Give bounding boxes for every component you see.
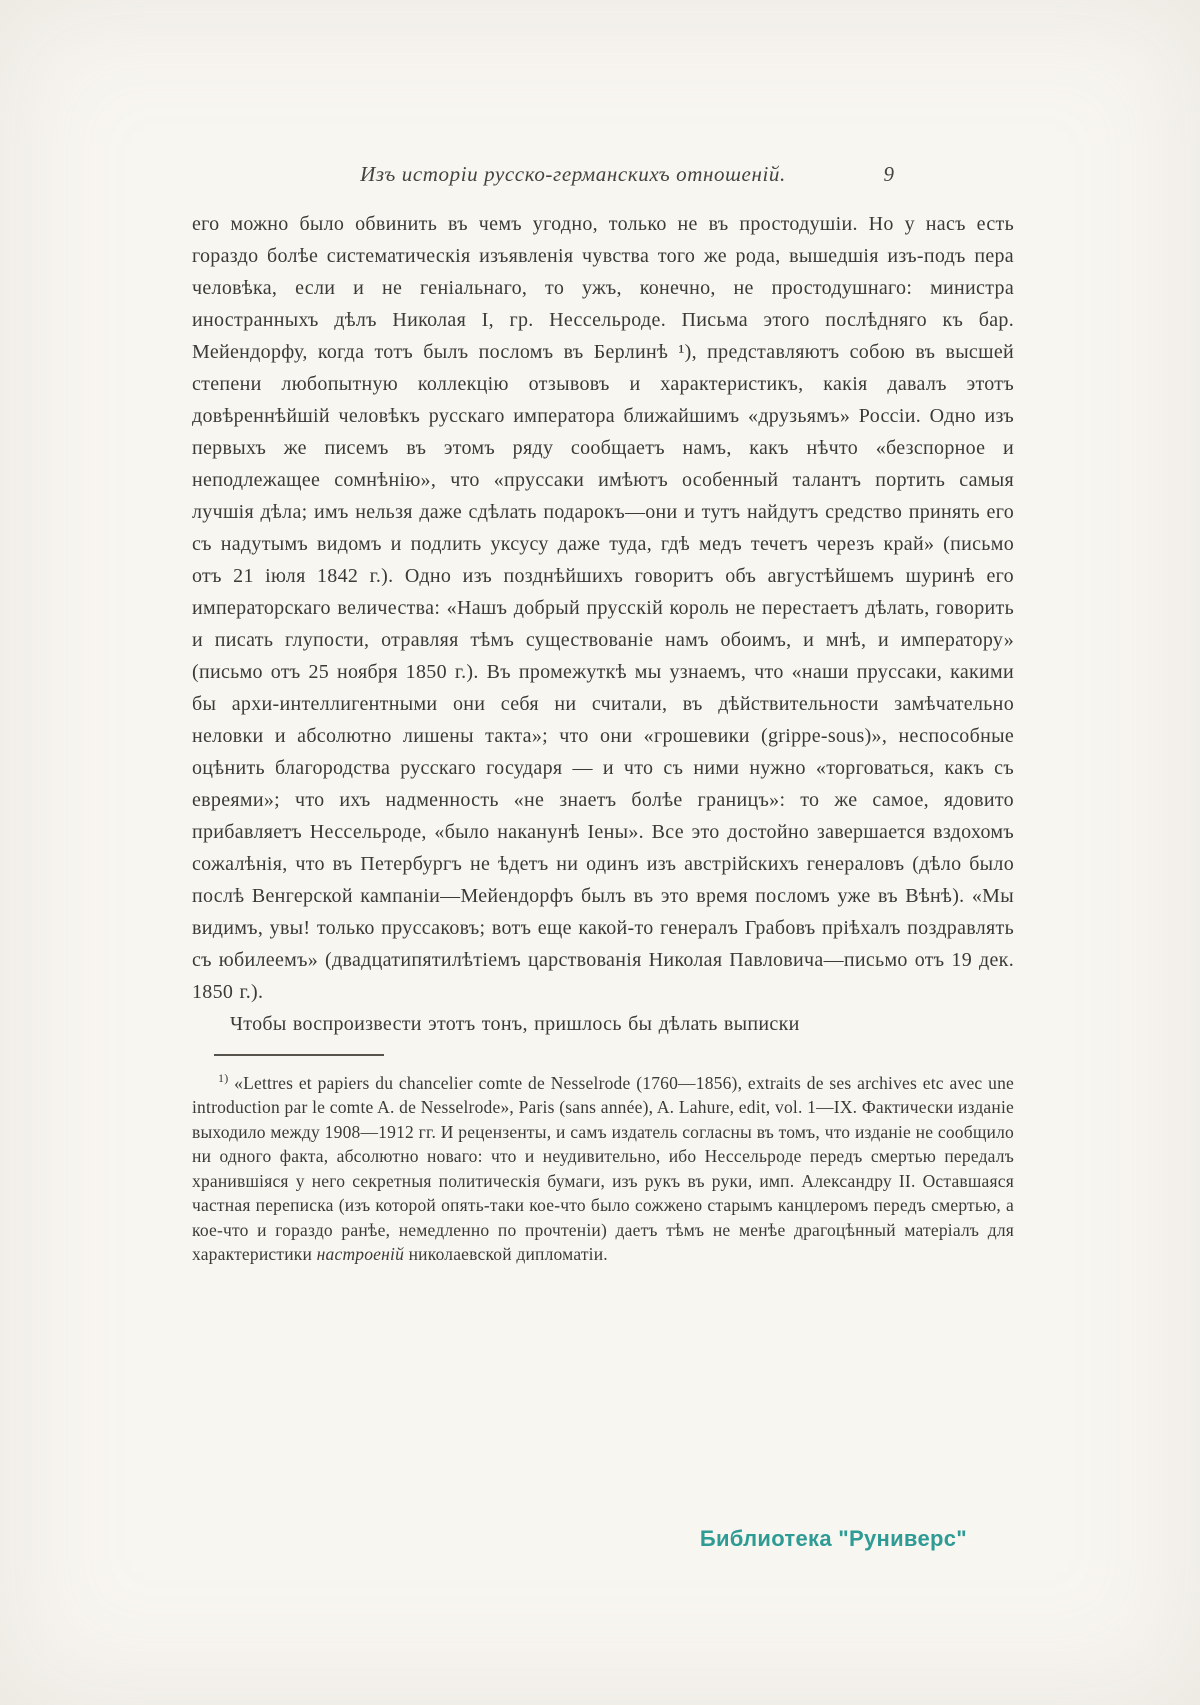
footnote-text: «Lettres et papiers du chancelier comte de Nesselrode (1760—1856), extraits de ses archives etc avec une introduction par le comte A. de Nesselrode», Paris (sans année), A. Lahure, edit, vol. 1—IX. Фактически изданіе выходило между 1908—1912 гг. И рецензенты, и самъ издатель согласны въ томъ, что изданіе не сообщило ни одного факта, абсолютно новаго: что и неудивительно, ибо Нессельроде передъ смертью передалъ хранившіяся у него секретныя политическія бумаги, изъ рукъ въ руки, имп. Александру II. Оставшаяся частная переписка (изъ которой опять-таки кое-что было сожжено старымъ канцлеромъ передъ смертью, а кое-что и гораздо ранѣе, немедленно по прочтеніи) даетъ тѣмъ не менѣе драгоцѣнный матеріалъ для характеристики: [192, 1072, 1014, 1265]
library-watermark: Библиотека "Руниверс": [699, 1526, 967, 1551]
footnote-divider: [214, 1054, 384, 1056]
page-header: [192, 162, 1014, 192]
footnote-marker: 1): [218, 1071, 229, 1085]
footnote-text-end: николаевской дипломатіи.: [404, 1244, 608, 1265]
footnote: [192, 1066, 1014, 1267]
footnote-italic-word: настроеній: [316, 1244, 405, 1265]
page-number: 9: [883, 162, 894, 186]
running-title: Изъ исторіи русско-германскихъ отношеній.: [360, 162, 786, 186]
footnote-paragraph: [192, 1066, 1014, 1267]
body-paragraph-last: Чтобы воспроизвести этотъ тонъ, пришлось бы дѣлать выписки: [230, 1013, 800, 1035]
text-column: [192, 162, 1014, 1267]
body-paragraph-continuation: его можно было обвинить въ чемъ угодно, только не въ простодушіи. Но у насъ есть гораздо болѣе систематическія изъявленія чувства того же рода, вышедшія изъ-подъ пера человѣка, если и не геніальнаго, то ужъ, конечно, не простодушнаго: министра иностранныхъ дѣлъ Николая I, гр. Нессельроде. Письма этого послѣдняго къ бар. Мейендорфу, когда тотъ былъ посломъ въ Берлинѣ ¹), представляютъ собою въ высшей степени любопытную коллекцію отзывовъ и характеристикъ, какія давалъ этотъ довѣреннѣйшій человѣкъ русскаго императора ближайшимъ «друзьямъ» Россіи. Одно изъ первыхъ же писемъ въ этомъ ряду сообщаетъ намъ, какъ нѣчто «безспорное и неподлежащее сомнѣнію», что «пруссаки имѣютъ особенный талантъ портить самыя лучшія дѣла; имъ нельзя даже сдѣлать подарокъ—они и тутъ найдутъ средство принять его съ надутымъ видомъ и подлить уксусу даже туда, гдѣ медъ течетъ черезъ край» (письмо отъ 21 іюля 1842 г.). Одно изъ позднѣйшихъ говоритъ объ августѣйшемъ шуринѣ его императорскаго величества: «Нашъ добрый прусскій король не перестаетъ дѣлать, говорить и писать глупости, отравляя тѣмъ существованіе намъ обоимъ, и мнѣ, и императору» (письмо отъ 25 ноября 1850 г.). Въ промежуткѣ мы узнаемъ, что «наши пруссаки, какими бы архи-интеллигентными они себя ни считали, въ дѣйствительности замѣчательно неловки и абсолютно лишены такта»; что они «грошевики (grippe-sous)», неспособные оцѣнить благородства русскаго государя — и что съ ними нужно «торговаться, какъ съ евреями»; что ихъ надменность «не знаетъ болѣе границъ»: то же самое, ядовито прибавляетъ Нессельроде, «было наканунѣ Іены». Все это достойно завершается вздохомъ сожалѣнія, что въ Петербургъ не ѣдетъ ни одинъ изъ австрійскихъ генераловъ (дѣло было послѣ Венгерской кампаніи—Мейендорфъ былъ въ это время посломъ уже въ Вѣнѣ). «Мы видимъ, увы! только пруссаковъ; вотъ еще какой-то генералъ Грабовъ пріѣхалъ поздравлять съ юбилеемъ» (двадцатипятилѣтіемъ царствованія Николая Павловича—письмо отъ 19 дек. 1850 г.).: [192, 213, 1014, 1003]
body-text: [192, 208, 1014, 1040]
